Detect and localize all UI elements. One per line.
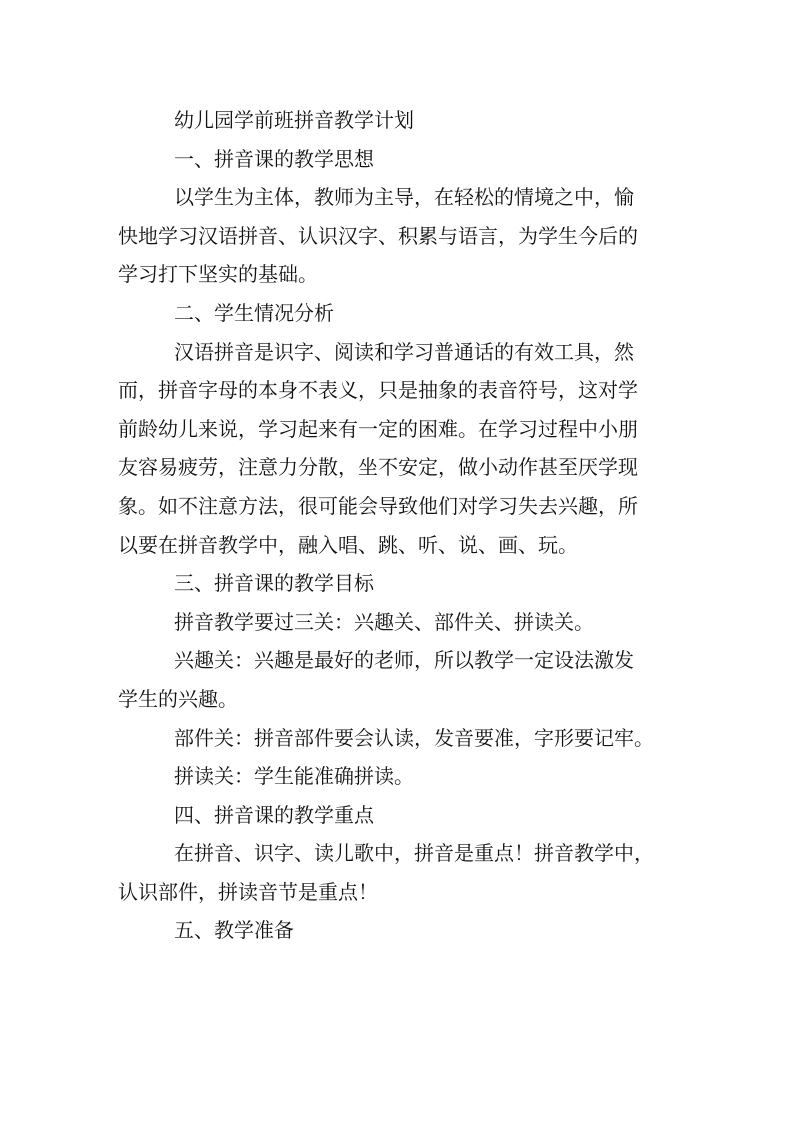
section-heading-1: 一、拼音课的教学思想 xyxy=(174,146,374,171)
document-title: 幼儿园学前班拼音教学计划 xyxy=(174,108,414,132)
paragraph-line: 快地学习汉语拼音、认识汉字、积累与语言，为学生今后的 xyxy=(118,223,638,248)
section-heading-2: 二、学生情况分析 xyxy=(174,300,334,325)
paragraph-line: 前龄幼儿来说，学习起来有一定的困难。在学习过程中小朋 xyxy=(118,416,638,441)
paragraph-line: 在拼音、识字、读儿歌中，拼音是重点！拼音教学中， xyxy=(174,841,654,866)
paragraph-line: 以要在拼音教学中，融入唱、跳、听、说、画、玩。 xyxy=(118,532,578,557)
paragraph-line: 拼读关：学生能准确拼读。 xyxy=(174,764,414,789)
paragraph-line: 学生的兴趣。 xyxy=(118,686,238,711)
paragraph-line: 友容易疲劳，注意力分散，坐不安定，做小动作甚至厌学现 xyxy=(118,455,638,480)
paragraph-line: 拼音教学要过三关：兴趣关、部件关、拼读关。 xyxy=(174,609,594,634)
paragraph-line: 部件关：拼音部件要会认读，发音要准，字形要记牢。 xyxy=(174,725,654,750)
paragraph-line: 以学生为主体，教师为主导，在轻松的情境之中，愉 xyxy=(174,185,634,210)
paragraph-line: 学习打下坚实的基础。 xyxy=(118,262,318,287)
section-heading-3: 三、拼音课的教学目标 xyxy=(174,571,374,596)
paragraph-line: 而，拼音字母的本身不表义，只是抽象的表音符号，这对学 xyxy=(118,378,638,403)
document-body xyxy=(118,101,690,950)
paragraph-line: 兴趣关：兴趣是最好的老师，所以教学一定设法激发 xyxy=(174,648,634,673)
section-heading-5: 五、教学准备 xyxy=(174,918,294,943)
paragraph-line: 认识部件，拼读音节是重点！ xyxy=(118,879,378,904)
section-heading-4: 四、拼音课的教学重点 xyxy=(174,802,374,827)
paragraph-line: 汉语拼音是识字、阅读和学习普通话的有效工具，然 xyxy=(174,339,634,364)
paragraph-line: 象。如不注意方法，很可能会导致他们对学习失去兴趣，所 xyxy=(118,493,638,518)
